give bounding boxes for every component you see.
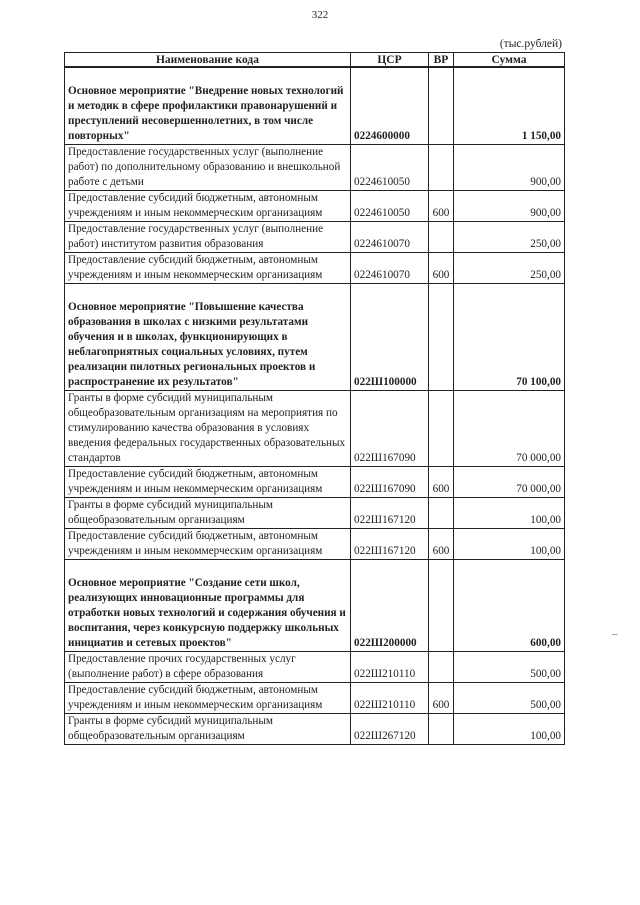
cell-sum: 250,00	[454, 253, 565, 284]
cell-sum: 900,00	[454, 191, 565, 222]
cell-name: Предоставление прочих государственных услуг (выполнение работ) в сфере образования	[65, 652, 351, 683]
cell-vr	[429, 222, 454, 253]
cell-sum: 500,00	[454, 652, 565, 683]
cell-vr	[429, 67, 454, 145]
cell-sum: 600,00	[454, 560, 565, 652]
cell-vr	[429, 714, 454, 745]
table-row-main-activity	[65, 284, 565, 391]
cell-vr	[429, 284, 454, 391]
cell-csr: 0224610070	[351, 253, 429, 284]
cell-vr: 600	[429, 529, 454, 560]
cell-sum: 500,00	[454, 683, 565, 714]
table-row	[65, 498, 565, 529]
table-row	[65, 253, 565, 284]
column-header-name: Наименование кода	[65, 53, 351, 68]
margin-mark: –	[612, 628, 618, 640]
table-row	[65, 222, 565, 253]
cell-name: Предоставление субсидий бюджетным, автономным учреждениям и иным некоммерческим организациям	[65, 467, 351, 498]
budget-table	[64, 52, 565, 745]
cell-sum: 100,00	[454, 529, 565, 560]
cell-csr: 022Ш210110	[351, 652, 429, 683]
cell-sum: 900,00	[454, 145, 565, 191]
cell-sum: 100,00	[454, 714, 565, 745]
table-row	[65, 467, 565, 498]
cell-csr: 0224610070	[351, 222, 429, 253]
cell-name: Гранты в форме субсидий муниципальным общеобразовательным организациям	[65, 498, 351, 529]
cell-csr: 022Ш167090	[351, 391, 429, 467]
cell-csr: 0224610050	[351, 191, 429, 222]
cell-name: Предоставление субсидий бюджетным, автономным учреждениям и иным некоммерческим организациям	[65, 529, 351, 560]
cell-sum: 70 100,00	[454, 284, 565, 391]
table-row-main-activity	[65, 67, 565, 145]
cell-vr: 600	[429, 191, 454, 222]
table-row	[65, 145, 565, 191]
cell-csr: 022Ш167090	[351, 467, 429, 498]
cell-name: Гранты в форме субсидий муниципальным общеобразовательным организациям	[65, 714, 351, 745]
cell-vr: 600	[429, 683, 454, 714]
cell-vr	[429, 391, 454, 467]
cell-name: Основное мероприятие "Внедрение новых технологий и методик в сфере профилактики правонарушений и преступлений несовершеннолетних, в том числе повторных"	[65, 67, 351, 145]
cell-csr: 022Ш267120	[351, 714, 429, 745]
cell-sum: 100,00	[454, 498, 565, 529]
table-row	[65, 529, 565, 560]
cell-name: Основное мероприятие "Повышение качества образования в школах с низкими результатами обучения и в школах, функционирующих в неблагоприятных социальных условиях, путем реализации пилотных региональных проектов и распространение их результатов"	[65, 284, 351, 391]
table-row	[65, 714, 565, 745]
cell-name: Предоставление государственных услуг (выполнение работ) по дополнительному образованию и внешкольной работе с детьми	[65, 145, 351, 191]
cell-csr: 0224600000	[351, 67, 429, 145]
cell-sum: 70 000,00	[454, 467, 565, 498]
table-row	[65, 391, 565, 467]
cell-vr	[429, 560, 454, 652]
cell-vr: 600	[429, 467, 454, 498]
cell-vr	[429, 498, 454, 529]
column-header-sum: Сумма	[454, 53, 565, 68]
cell-csr: 022Ш167120	[351, 498, 429, 529]
table-row	[65, 191, 565, 222]
cell-sum: 250,00	[454, 222, 565, 253]
table-header-row	[65, 53, 565, 68]
units-label: (тыс.рублей)	[499, 38, 562, 50]
cell-name: Основное мероприятие "Создание сети школ, реализующих инновационные программы для отработки новых технологий и содержания обучения и воспитания, через конкурсную поддержку школьных инициатив и сетевых проектов"	[65, 560, 351, 652]
column-header-vr: ВР	[429, 53, 454, 68]
cell-csr: 022Ш200000	[351, 560, 429, 652]
cell-csr: 022Ш100000	[351, 284, 429, 391]
column-header-csr: ЦСР	[351, 53, 429, 68]
table-row	[65, 683, 565, 714]
table-row-main-activity	[65, 560, 565, 652]
cell-name: Предоставление государственных услуг (выполнение работ) институтом развития образования	[65, 222, 351, 253]
cell-csr: 022Ш167120	[351, 529, 429, 560]
cell-vr	[429, 145, 454, 191]
cell-name: Предоставление субсидий бюджетным, автономным учреждениям и иным некоммерческим организациям	[65, 683, 351, 714]
page-number: 322	[311, 9, 329, 21]
cell-name: Предоставление субсидий бюджетным, автономным учреждениям и иным некоммерческим организациям	[65, 253, 351, 284]
cell-sum: 1 150,00	[454, 67, 565, 145]
cell-vr: 600	[429, 253, 454, 284]
cell-name: Предоставление субсидий бюджетным, автономным учреждениям и иным некоммерческим организациям	[65, 191, 351, 222]
cell-csr: 0224610050	[351, 145, 429, 191]
cell-csr: 022Ш210110	[351, 683, 429, 714]
cell-sum: 70 000,00	[454, 391, 565, 467]
cell-name: Гранты в форме субсидий муниципальным общеобразовательным организациям на мероприятия по стимулированию качества образования в условиях введения федеральных государственных образовательных стандартов	[65, 391, 351, 467]
table-row	[65, 652, 565, 683]
cell-vr	[429, 652, 454, 683]
